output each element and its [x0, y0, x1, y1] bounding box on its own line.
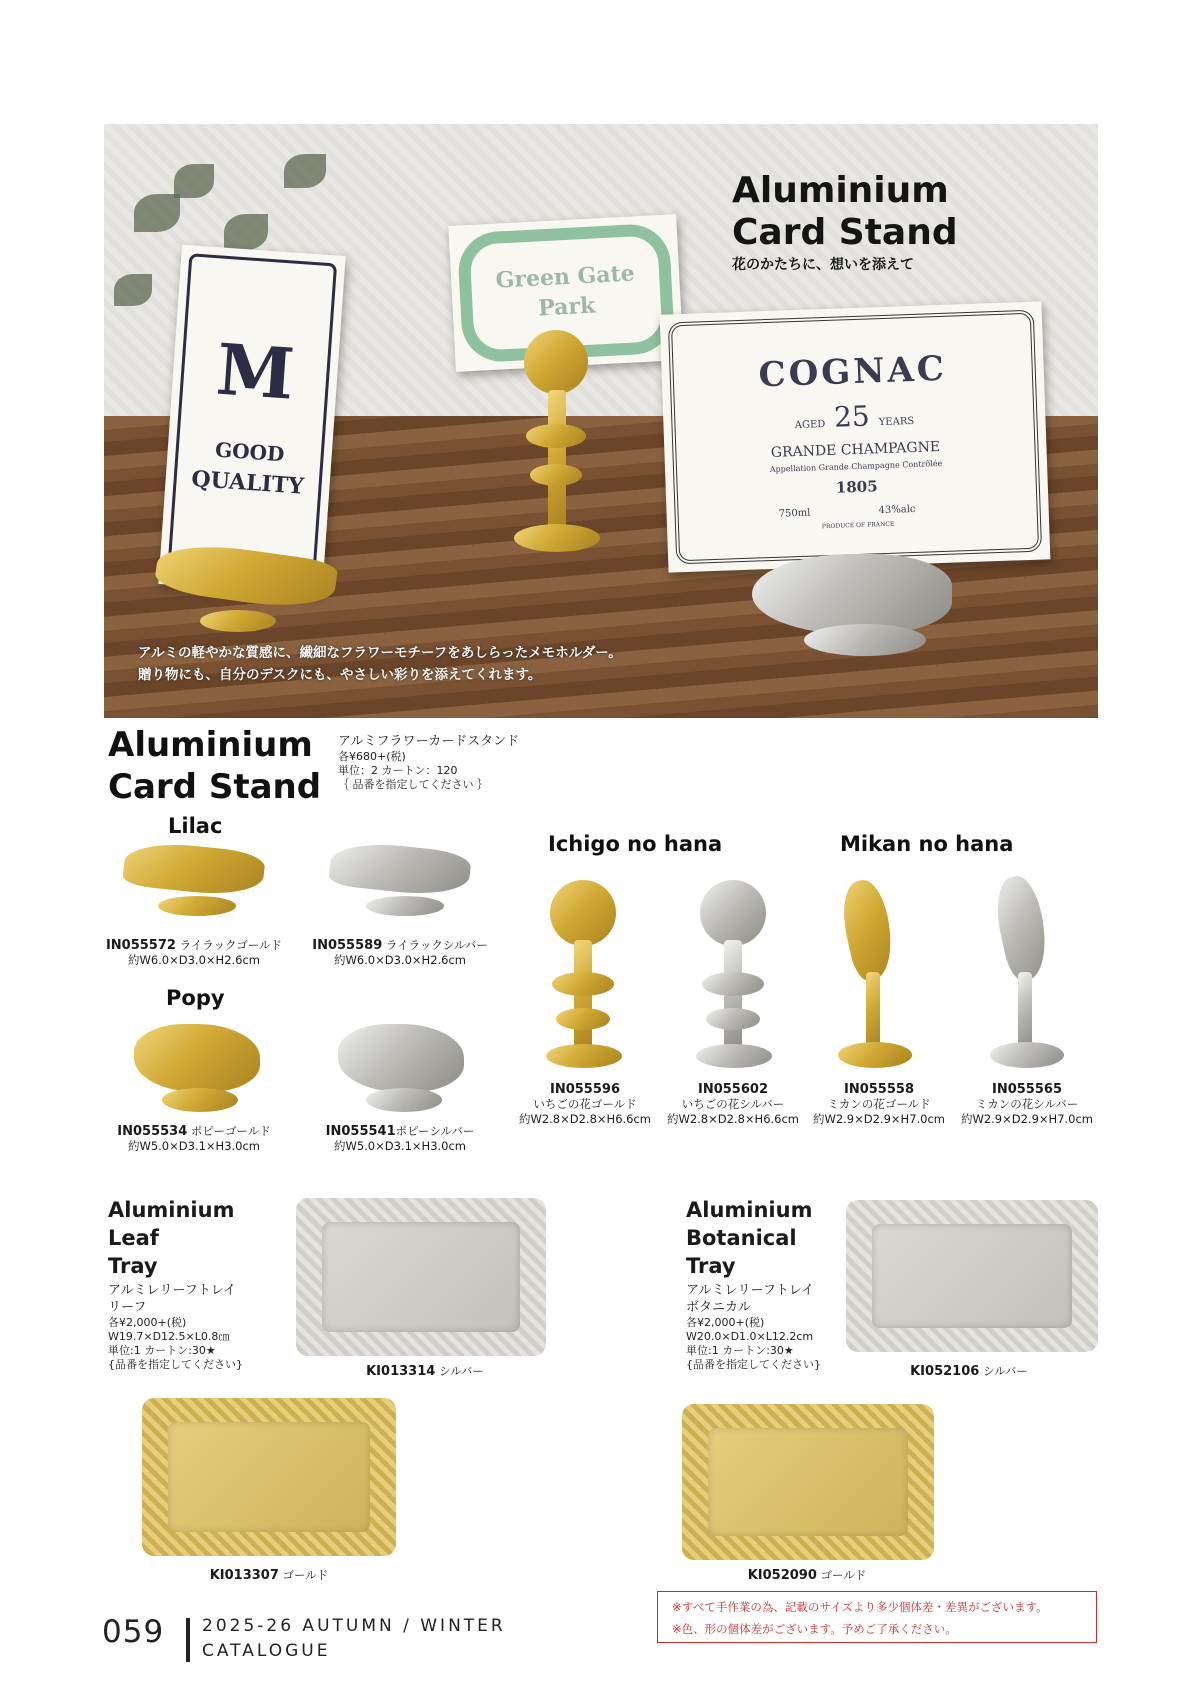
card-green-text: Green Gate Park: [494, 260, 636, 322]
hero-caption: [138, 642, 622, 686]
leaf-decor: [224, 214, 268, 250]
leaf-tray-silver-code: KI013314: [366, 1364, 436, 1379]
leaf-tray-unit: 単位:1 カートン:30★: [108, 1344, 216, 1357]
card-cognac-origin: PRODUCE OF FRANCE: [821, 520, 895, 531]
ichigo-silver-leaf: [702, 972, 764, 996]
ichigo-gold-code: IN055596: [550, 1082, 620, 1097]
hero-card-monogram: [158, 245, 345, 596]
hero-card-cognac: [660, 301, 1051, 572]
card-quality-text: QUALITY: [190, 465, 305, 500]
popy-silver-image: [338, 1024, 464, 1092]
card-stand-name: アルミフラワーカードスタンド: [338, 734, 520, 749]
botanical-tray-silver-caption: [884, 1364, 1054, 1379]
card-cognac-years: YEARS: [878, 415, 915, 429]
card-cognac-aged: AGED: [794, 419, 826, 432]
ichigo-heading: Ichigo no hana: [548, 832, 723, 856]
mikan-silver-flower: [990, 873, 1055, 984]
card-stand-unit: 単位：2 カートン：120: [338, 764, 458, 777]
hero-popy-base: [804, 624, 926, 656]
lilac-gold-size: 約W6.0×D3.0×H2.6cm: [127, 953, 261, 967]
card-good-text: GOOD: [214, 437, 286, 467]
notice-line2: ※色、形の個体差がございます。予めご了承ください。: [672, 1622, 957, 1636]
ichigo-silver-size: 約W2.8×D2.8×H6.6cm: [666, 1112, 800, 1126]
leaf-tray-name2: リーフ: [108, 1300, 147, 1315]
leaf-tray-note: {品番を指定してください}: [108, 1358, 243, 1371]
footer-catalogue-label: [202, 1614, 506, 1664]
mikan-gold-name: ミカンの花ゴールド: [827, 1097, 931, 1111]
ichigo-gold-leaf: [552, 972, 614, 996]
lilac-silver-size: 約W6.0×D3.0×H2.6cm: [333, 953, 467, 967]
lilac-silver-name: ライラックシルバー: [385, 938, 488, 952]
card-cognac-year: 1805: [835, 477, 878, 497]
botanical-tray-details: [686, 1282, 821, 1372]
ichigo-gold-leaf: [556, 1008, 610, 1030]
leaf-tray-name1: アルミレリーフトレイ: [108, 1283, 237, 1298]
ichigo-silver-name: いちごの花シルバー: [681, 1097, 785, 1111]
ichigo-gold-size: 約W2.8×D2.8×H6.6cm: [518, 1112, 652, 1126]
card-stand-details: [338, 734, 519, 792]
ichigo-gold-base: [546, 1044, 622, 1068]
mikan-silver-size: 約W2.9×D2.9×H7.0cm: [960, 1112, 1094, 1126]
popy-silver-name: ポピーシルバー: [395, 1124, 475, 1138]
popy-gold-name: ポピーゴールド: [190, 1124, 271, 1138]
mikan-silver-caption: [958, 1082, 1096, 1127]
leaf-decor: [174, 164, 214, 198]
tray-inner: [872, 1224, 1072, 1328]
popy-gold-code: IN055534: [117, 1124, 188, 1139]
botanical-tray-title: Aluminium Botanical Tray: [686, 1198, 813, 1278]
mikan-silver-name: ミカンの花シルバー: [975, 1097, 1079, 1111]
botanical-tray-unit: 単位:1 カートン:30★: [686, 1344, 794, 1357]
tray-inner: [322, 1222, 520, 1332]
lilac-gold-caption: [96, 938, 292, 968]
notice-line1: ※すべて手作業の為、記載のサイズより多少個体差・差異がございます。: [672, 1600, 1048, 1614]
lilac-gold-code: IN055572: [105, 938, 176, 953]
card-stand-note: ｛ 品番を指定してください ｝: [338, 778, 488, 791]
ichigo-silver-flower: [700, 880, 766, 946]
lilac-heading: Lilac: [168, 814, 223, 838]
leaf-decor: [284, 154, 326, 188]
leaf-tray-gold-image: [142, 1398, 396, 1556]
popy-gold-image: [134, 1024, 260, 1092]
hero-ichigo-stem: [548, 390, 566, 530]
ichigo-silver-caption: [664, 1082, 802, 1127]
tray-inner: [708, 1428, 908, 1536]
popy-gold-size: 約W5.0×D3.1×H3.0cm: [127, 1139, 261, 1153]
card-cognac-vol: 750ml: [778, 507, 811, 520]
ichigo-silver-base: [696, 1044, 772, 1068]
card-cognac-title: COGNAC: [757, 348, 948, 396]
leaf-tray-gold-code: KI013307: [209, 1568, 279, 1583]
botanical-tray-name2: ボタニカル: [686, 1300, 752, 1315]
hero-caption-line2: 贈り物にも、自分のデスクにも、やさしい彩りを添えてくれます。: [138, 667, 542, 683]
card-stand-title: Aluminium Card Stand: [108, 725, 322, 807]
notice-box: [657, 1591, 1097, 1643]
botanical-tray-silver-name: シルバー: [982, 1364, 1028, 1378]
popy-silver-base: [366, 1088, 442, 1112]
mikan-silver-code: IN055565: [992, 1082, 1062, 1097]
hero-title: Aluminium Card Stand: [732, 170, 958, 253]
popy-gold-caption: [96, 1124, 292, 1154]
mikan-silver-stem: [1018, 972, 1032, 1048]
hero-ichigo-base: [514, 524, 600, 552]
popy-silver-caption: [302, 1124, 498, 1154]
card-monogram-letter: M: [213, 327, 297, 416]
leaf-tray-silver-name: シルバー: [438, 1364, 484, 1378]
tray-inner: [168, 1422, 370, 1532]
botanical-tray-size: W20.0×D1.0×L12.2cm: [686, 1330, 814, 1343]
leaf-tray-gold-name: ゴールド: [282, 1568, 329, 1582]
botanical-tray-gold-caption: [722, 1568, 892, 1583]
popy-silver-code: IN055541: [325, 1124, 396, 1139]
hero-ichigo-leaf: [526, 424, 586, 448]
mikan-gold-flower: [836, 877, 900, 984]
ichigo-silver-code: IN055602: [698, 1082, 768, 1097]
botanical-tray-name1: アルミレリーフトレイ: [686, 1283, 815, 1298]
ichigo-silver-leaf: [706, 1008, 760, 1030]
lilac-gold-base: [158, 896, 236, 916]
ichigo-gold-name: いちごの花ゴールド: [533, 1097, 637, 1111]
lilac-gold-image: [122, 839, 266, 899]
leaf-tray-details: [108, 1282, 243, 1372]
leaf-tray-title: Aluminium Leaf Tray: [108, 1198, 235, 1278]
mikan-heading: Mikan no hana: [840, 832, 1014, 856]
ichigo-gold-caption: [516, 1082, 654, 1127]
hero-ichigo-flower: [524, 330, 588, 394]
leaf-tray-gold-caption: [184, 1568, 354, 1583]
card-cognac-line2: Appellation Grande Champagne Contrôlée: [769, 458, 943, 474]
footer-catalogue: CATALOGUE: [202, 1641, 331, 1661]
leaf-decor: [134, 194, 180, 232]
card-cognac-line1: GRANDE CHAMPAGNE: [770, 439, 941, 461]
popy-silver-size: 約W5.0×D3.1×H3.0cm: [333, 1139, 467, 1153]
lilac-gold-name: ライラックゴールド: [179, 938, 283, 952]
mikan-silver-base: [990, 1042, 1064, 1068]
mikan-gold-base: [838, 1042, 912, 1068]
mikan-gold-code: IN055558: [844, 1082, 914, 1097]
leaf-tray-silver-caption: [340, 1364, 510, 1379]
hero-photo: [104, 124, 1098, 718]
leaf-decor: [114, 274, 152, 306]
mikan-gold-size: 約W2.9×D2.9×H7.0cm: [812, 1112, 946, 1126]
card-stand-price: 各¥680+(税): [338, 750, 406, 763]
popy-gold-base: [162, 1088, 238, 1112]
hero-lilac-base: [200, 610, 276, 632]
hero-caption-line1: アルミの軽やかな質感に、繊細なフラワーモチーフをあしらったメモホルダー。: [138, 645, 622, 661]
botanical-tray-gold-image: [682, 1404, 934, 1560]
leaf-tray-price: 各¥2,000+(税): [108, 1316, 187, 1329]
mikan-gold-caption: [810, 1082, 948, 1127]
hero-subtitle: 花のかたちに、想いを添えて: [732, 257, 914, 273]
mikan-gold-stem: [866, 972, 880, 1048]
leaf-tray-size: W19.7×D12.5×L0.8㎝: [108, 1330, 230, 1343]
botanical-tray-gold-code: KI052090: [747, 1568, 817, 1583]
leaf-tray-silver-image: [296, 1198, 546, 1356]
card-cognac-years-num: 25: [833, 399, 871, 434]
botanical-tray-silver-image: [846, 1200, 1098, 1352]
footer-season: 2025-26 AUTUMN / WINTER: [202, 1616, 506, 1636]
botanical-tray-silver-code: KI052106: [910, 1364, 980, 1379]
lilac-silver-caption: [302, 938, 498, 968]
lilac-silver-base: [366, 896, 444, 916]
botanical-tray-note: {品番を指定してください}: [686, 1358, 821, 1371]
popy-heading: Popy: [166, 986, 225, 1010]
ichigo-gold-flower: [550, 880, 616, 946]
botanical-tray-gold-name: ゴールド: [820, 1568, 867, 1582]
page-number: 059: [102, 1614, 165, 1650]
botanical-tray-price: 各¥2,000+(税): [686, 1316, 765, 1329]
footer-divider: [186, 1618, 190, 1662]
card-cognac-alc: 43%alc: [878, 503, 916, 517]
lilac-silver-code: IN055589: [312, 938, 383, 953]
hero-ichigo-leaf: [530, 464, 582, 486]
hero-popy-stand: [752, 554, 952, 634]
lilac-silver-image: [328, 839, 472, 899]
